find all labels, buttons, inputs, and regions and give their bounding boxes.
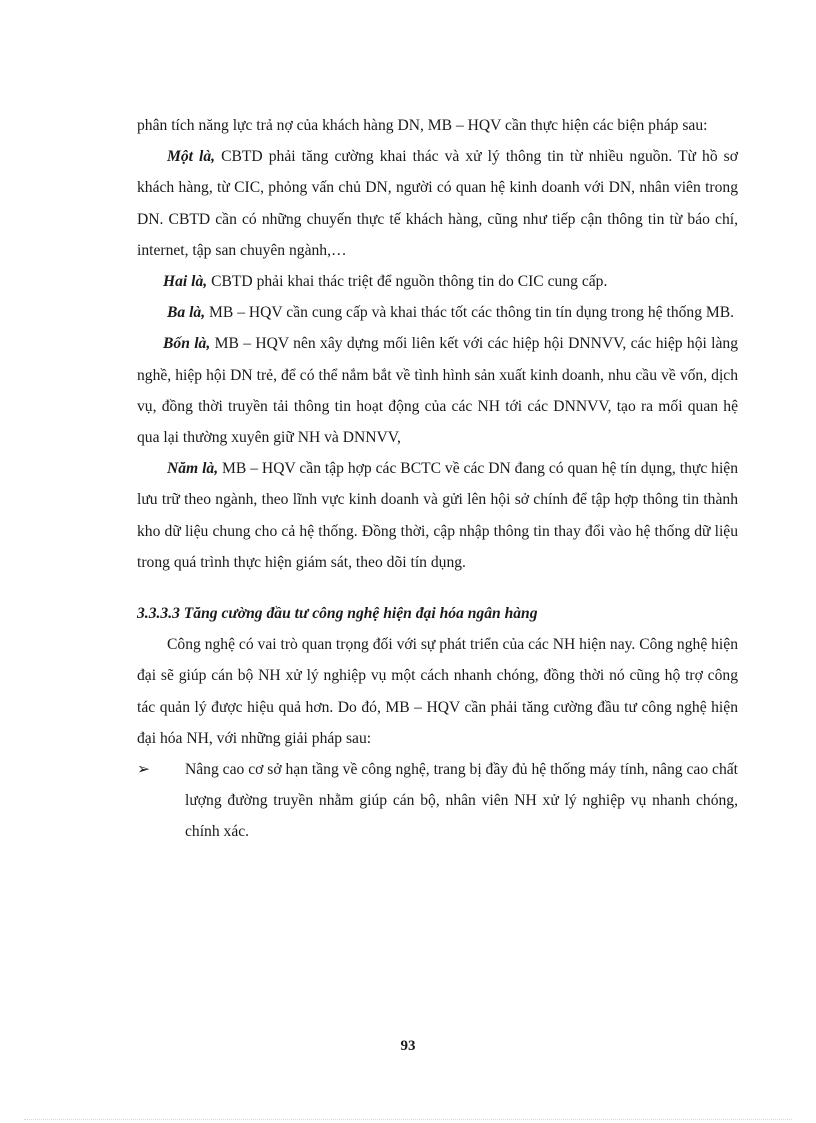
- page-bottom-divider: [24, 1119, 792, 1120]
- text-nam-la: MB – HQV cần tập hợp các BCTC về các DN đang có quan hệ tín dụng, thực hiện lưu trữ theo ngành, theo lĩnh vực kinh doanh và gửi lên hội sở chính để tập hợp thông tin thành kho dữ liệu chung cho cả hệ thống. Đồng thời, cập nhập thông tin thay đổi vào hệ thống dữ liệu trong quá trình thực hiện giám sát, theo dõi tín dụng.: [137, 460, 738, 571]
- bullet-item: [137, 754, 738, 848]
- text-bon-la: MB – HQV nên xây dựng mối liên kết với các hiệp hội DNNVV, các hiệp hội làng nghề, hiệp hội DN trẻ, để có thể nắm bắt về tình hình sản xuất kinh doanh, nhu cầu về vốn, dịch vụ, đồng thời truyền tải thông tin hoạt động của các NH tới các DNNVV, tạo ra mối quan hệ qua lại thường xuyên giữ NH và DNNVV,: [137, 335, 739, 447]
- paragraph-bon-la: [137, 328, 738, 453]
- bullet-text: Nâng cao cơ sở hạn tầng về công nghệ, trang bị đầy đủ hệ thống máy tính, nâng cao chất lượng đường truyền nhằm giúp cán bộ, nhân viên NH xử lý nghiệp vụ nhanh chóng, chính xác.: [185, 761, 739, 841]
- paragraph-ba-la: [137, 297, 738, 328]
- lead-hai-la: Hai là,: [163, 273, 208, 291]
- text-hai-la: CBTD phải khai thác triệt để nguồn thông tin do CIC cung cấp.: [207, 273, 608, 291]
- paragraph-mot-la: [137, 141, 738, 266]
- lead-bon-la: Bốn là,: [163, 335, 211, 353]
- lead-ba-la: Ba là,: [167, 304, 206, 322]
- intro-paragraph: phân tích năng lực trả nợ của khách hàng DN, MB – HQV cần thực hiện các biện pháp sau:: [137, 117, 708, 134]
- lead-nam-la: Năm là,: [167, 460, 219, 478]
- paragraph-hai-la: [137, 266, 738, 297]
- arrow-bullet-icon: ➢: [137, 761, 151, 779]
- lead-mot-la: Một là,: [167, 148, 216, 166]
- body-text: [137, 110, 738, 848]
- page-number: 93: [400, 1038, 416, 1054]
- text-ba-la: MB – HQV cần cung cấp và khai thác tốt các thông tin tín dụng trong hệ thống MB.: [205, 304, 735, 322]
- section-body: Công nghệ có vai trò quan trọng đối với sự phát triển của các NH hiện nay. Công nghệ hiện đại sẽ giúp cán bộ NH xử lý nghiệp vụ một cách nhanh chóng, đồng thời nó cũng hộ trợ công tác quản lý được hiệu quả hơn. Do đó, MB – HQV cần phải tăng cường đầu tư công nghệ hiện đại hóa NH, với những giải pháp sau:: [137, 636, 738, 747]
- paragraph-nam-la: [137, 453, 738, 578]
- section-heading: 3.3.3.3 Tăng cường đầu tư công nghệ hiện đại hóa ngân hàng: [137, 605, 538, 623]
- text-mot-la: CBTD phải tăng cường khai thác và xử lý thông tin từ nhiều nguồn. Từ hồ sơ khách hàng, từ CIC, phỏng vấn chủ DN, người có quan hệ kinh doanh với DN, nhân viên trong DN. CBTD cần có những chuyến thực tế khách hàng, cũng như tiếp cận thông tin từ báo chí, internet, tập san chuyên ngành,…: [137, 148, 738, 259]
